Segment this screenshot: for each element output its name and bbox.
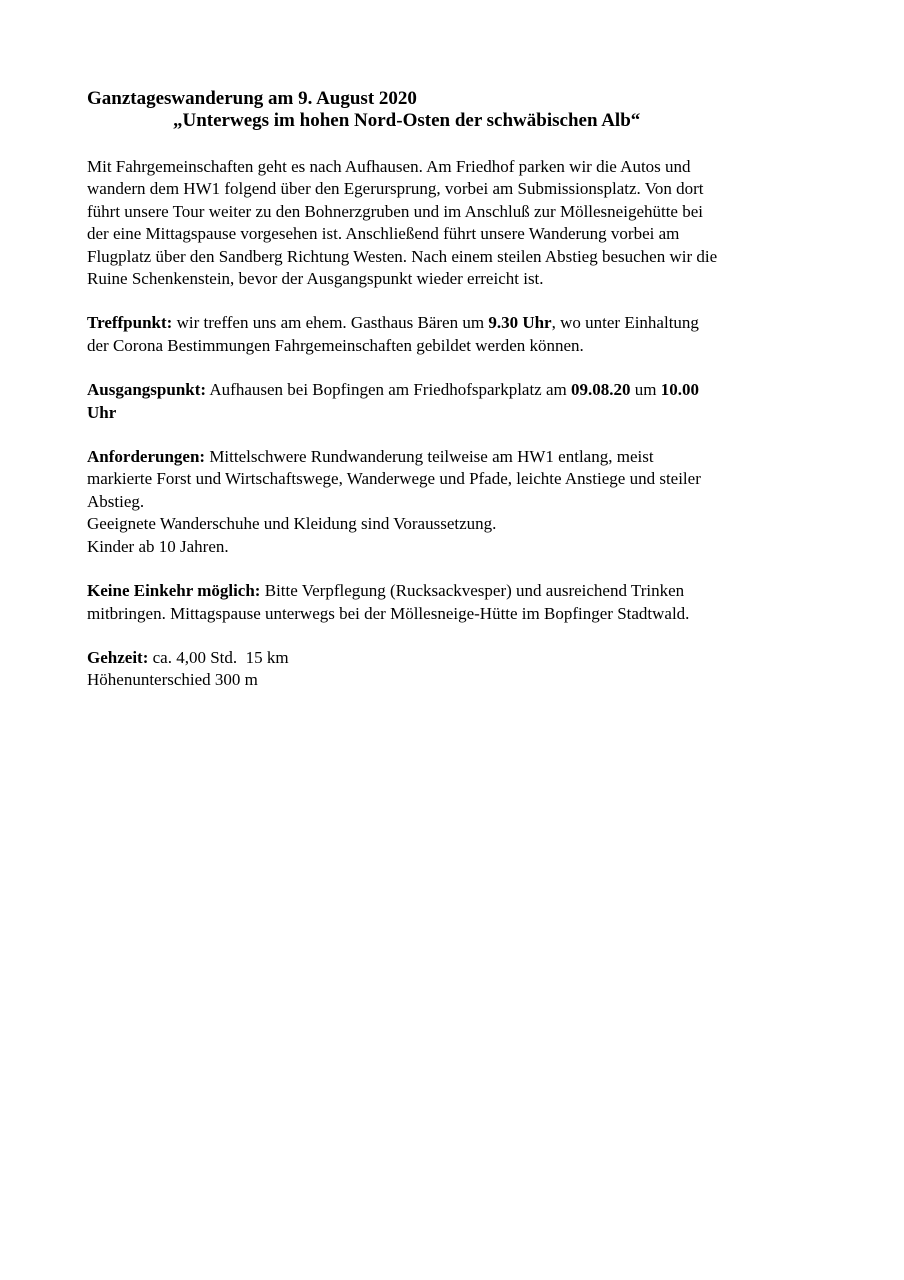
ausgangspunkt-text-mid: um (630, 380, 661, 400)
anforderungen-line: Kinder ab 10 Jahren. (87, 536, 229, 556)
intro-paragraph (87, 156, 827, 290)
treffpunkt-time: 9.30 Uhr (488, 313, 552, 333)
intro-line: Mit Fahrgemeinschaften geht es nach Aufhausen. Am Friedhof parken wir die Autos und (87, 157, 691, 176)
document-content (87, 88, 827, 692)
anforderungen-line: markierte Forst und Wirtschaftswege, Wanderwege und Pfade, leichte Anstiege und steiler (87, 469, 701, 489)
anforderungen-label: Anforderungen: (87, 447, 206, 467)
treffpunkt-label: Treffpunkt: (87, 313, 173, 333)
gehzeit-label: Gehzeit: (87, 647, 149, 667)
einkehr-label: Keine Einkehr möglich: (87, 581, 261, 601)
ausgangspunkt-time: 10.00 (660, 380, 699, 400)
ausgangspunkt-date: 09.08.20 (571, 380, 631, 400)
einkehr-line-1 (87, 580, 827, 602)
title-line-1: Ganztageswanderung am 9. August 2020 (87, 88, 417, 109)
ausgangspunkt-text: Aufhausen bei Bopfingen am Friedhofsparkplatz am (206, 380, 571, 400)
intro-line: führt unsere Tour weiter zu den Bohnerzgruben und im Anschluß zur Möllesneigehütte bei (87, 201, 704, 221)
anforderungen-line: Geeignete Wanderschuhe und Kleidung sind Voraussetzung. (87, 514, 497, 534)
ausgangspunkt-label: Ausgangspunkt: (87, 380, 207, 400)
einkehr-text: Bitte Verpflegung (Rucksackvesper) und ausreichend Trinken (260, 581, 685, 601)
ausgangspunkt-paragraph (87, 379, 827, 424)
treffpunkt-text-end: , wo unter Einhaltung (551, 313, 699, 333)
anforderungen-paragraph (87, 446, 827, 558)
treffpunkt-text: wir treffen uns am ehem. Gasthaus Bären um (172, 313, 489, 333)
treffpunkt-line-1 (87, 312, 827, 334)
anforderungen-line: Abstieg. (87, 491, 145, 511)
anforderungen-text: Mittelschwere Rundwanderung teilweise am HW1 entlang, meist (205, 447, 654, 467)
gehzeit-line-2: Höhenunterschied 300 m (87, 670, 258, 690)
intro-line: Flugplatz über den Sandberg Richtung Westen. Nach einem steilen Abstieg besuchen wir die (87, 246, 718, 266)
gehzeit-line-1 (87, 647, 827, 669)
intro-line: der eine Mittagspause vorgesehen ist. Anschließend führt unsere Wanderung vorbei am (87, 224, 680, 244)
gehzeit-text: ca. 4,00 Std. 15 km (148, 647, 289, 667)
treffpunkt-line-2: der Corona Bestimmungen Fahrgemeinschaften gebildet werden können. (87, 335, 584, 355)
einkehr-line-2: mitbringen. Mittagspause unterwegs bei der Möllesneige-Hütte im Bopfinger Stadtwald. (87, 603, 690, 623)
title-line-2: „Unterwegs im hohen Nord-Osten der schwäbischen Alb“ (173, 110, 641, 131)
einkehr-paragraph (87, 580, 827, 625)
ausgangspunkt-time-unit: Uhr (87, 402, 117, 422)
anforderungen-line-1 (87, 446, 827, 468)
intro-line: Ruine Schenkenstein, bevor der Ausgangspunkt wieder erreicht ist. (87, 269, 544, 289)
treffpunkt-paragraph (87, 312, 827, 357)
gehzeit-paragraph (87, 647, 827, 692)
ausgangspunkt-line-1 (87, 379, 827, 401)
intro-line: wandern dem HW1 folgend über den Egerursprung, vorbei am Submissionsplatz. Von dort (87, 179, 704, 199)
